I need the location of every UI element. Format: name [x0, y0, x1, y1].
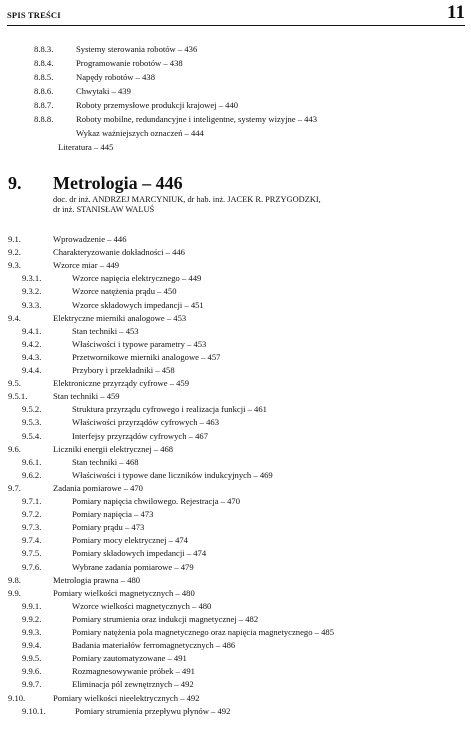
toc-entry-title: Przybory i przekładniki – 458	[72, 365, 175, 375]
toc-entry-number: 9.6.1.	[22, 457, 42, 467]
toc-entry-number: 9.9.6.	[22, 666, 42, 676]
running-header	[7, 4, 465, 26]
toc-entry-number: 9.4.	[8, 313, 21, 323]
toc-entry-title: Właściwości i typowe dane liczników indukcyjnych – 469	[72, 470, 273, 480]
toc-entry-title: Badania materiałów ferromagnetycznych – 486	[72, 640, 236, 650]
toc-entry-title: Przetwornikowe mierniki analogowe – 457	[72, 352, 221, 362]
toc-entry-title: Interfejsy przyrządów cyfrowych – 467	[72, 431, 209, 441]
toc-entry-title: Programowanie robotów – 438	[76, 58, 183, 68]
toc-entry-number: 9.6.	[8, 444, 21, 454]
toc-entry-title: Chwytaki – 439	[76, 86, 131, 96]
toc-entry-number: 8.8.6.	[34, 86, 54, 96]
chapter-number: 9.	[8, 173, 22, 193]
toc-entry-title: Struktura przyrządu cyfrowego i realizacja funkcji – 461	[72, 404, 267, 414]
toc-entry-title: Pomiary mocy elektrycznej – 474	[72, 535, 188, 545]
running-title: SPIS TREŚCI	[7, 10, 61, 20]
toc-entry-number: 9.10.	[8, 693, 26, 703]
toc-entry-title: Pomiary strumienia oraz indukcji magnetycznej – 482	[72, 614, 259, 624]
toc-entry-number: 9.8.	[8, 575, 21, 585]
toc-entry-number: 9.7.1.	[22, 496, 42, 506]
toc-entry-title: Pomiary wielkości nieelektrycznych – 492	[53, 693, 200, 703]
toc-entry-title: Liczniki energii elektrycznej – 468	[53, 444, 174, 454]
toc-entry-number: 9.7.2.	[22, 509, 42, 519]
toc-entry-title: Roboty mobilne, redundancyjne i inteligentne, systemy wizyjne – 443	[76, 114, 318, 124]
toc-entry-title: Metrologia prawna – 480	[53, 575, 141, 585]
toc-entry-title: Pomiary składowych impedancji – 474	[72, 548, 207, 558]
toc-entry-number: 9.9.5.	[22, 653, 42, 663]
toc-entry-title: Wzorce wielkości magnetycznych – 480	[72, 601, 212, 611]
toc-entry-number: 9.3.	[8, 260, 21, 270]
toc-entry-title: Eliminacja pól zewnętrznych – 492	[72, 679, 194, 689]
toc-entry-title: Wykaz ważniejszych oznaczeń – 444	[76, 128, 204, 138]
toc-entry-number: 9.9.2.	[22, 614, 42, 624]
toc-entry-title: Pomiary strumienia przepływu płynów – 492	[75, 706, 231, 716]
toc-entry-number: 9.5.	[8, 378, 21, 388]
chapter-authors-line-1: doc. dr inż. ANDRZEJ MARCYNIUK, dr hab. inż. JACEK R. PRZYGODZKI,	[53, 195, 321, 204]
toc-entry-title: Literatura – 445	[58, 142, 114, 152]
toc-entry-title: Charakteryzowanie dokładności – 446	[53, 247, 185, 257]
toc-entry-title: Stan techniki – 468	[72, 457, 139, 467]
toc-entry-number: 9.5.3.	[22, 417, 42, 427]
toc-entry-number: 9.4.4.	[22, 365, 42, 375]
page-number: 11	[447, 2, 465, 23]
chapter-title: Metrologia – 446	[53, 173, 183, 193]
toc-entry-title: Wprowadzenie – 446	[53, 234, 127, 244]
toc-entry-number: 8.8.3.	[34, 44, 54, 54]
toc-entry-title: Właściwości przyrządów cyfrowych – 463	[72, 417, 219, 427]
toc-entry-number: 9.1.	[8, 234, 21, 244]
toc-entry-number: 9.9.1.	[22, 601, 42, 611]
toc-entry-number: 9.5.4.	[22, 431, 42, 441]
toc-entry-title: Pomiary natężenia pola magnetycznego oraz napięcia magnetycznego – 485	[72, 627, 334, 637]
toc-entry-title: Wybrane zadania pomiarowe – 479	[72, 562, 194, 572]
toc-entry-number: 9.7.4.	[22, 535, 42, 545]
toc-entry-number: 9.9.	[8, 588, 21, 598]
toc-entry-title: Właściwości i typowe parametry – 453	[72, 339, 207, 349]
chapter-authors-line-2: dr inż. STANISŁAW WALUŚ	[53, 205, 155, 214]
toc-entry-number: 9.7.5.	[22, 548, 42, 558]
toc-entry-number: 9.9.7.	[22, 679, 42, 689]
toc-entry-title: Wzorce natężenia prądu – 450	[72, 286, 177, 296]
toc-entry-title: Pomiary napięcia – 473	[72, 509, 154, 519]
toc-entry-number: 9.4.1.	[22, 326, 42, 336]
toc-entry-title: Rozmagnesowywanie próbek – 491	[72, 666, 195, 676]
toc-entry-number: 9.10.1.	[22, 706, 46, 716]
toc-entry-title: Systemy sterowania robotów – 436	[76, 44, 198, 54]
toc-entry-number: 9.3.1.	[22, 273, 42, 283]
toc-entry-number: 8.8.7.	[34, 100, 54, 110]
toc-entry-title: Elektroniczne przyrządy cyfrowe – 459	[53, 378, 190, 388]
toc-entry-number: 9.9.3.	[22, 627, 42, 637]
toc-entry-number: 9.7.	[8, 483, 21, 493]
toc-entry-number: 9.4.2.	[22, 339, 42, 349]
toc-entry-number: 9.7.6.	[22, 562, 42, 572]
toc-entry-number: 9.2.	[8, 247, 21, 257]
toc-entry-title: Wzorce napięcia elektrycznego – 449	[72, 273, 202, 283]
toc-entry-title: Elektryczne mierniki analogowe – 453	[53, 313, 187, 323]
toc-entry-number: 9.3.3.	[22, 300, 42, 310]
toc-entry-title: Pomiary napięcia chwilowego. Rejestracja – 470	[72, 496, 241, 506]
toc-entry-title: Wzorce składowych impedancji – 451	[72, 300, 204, 310]
toc-entry-title: Pomiary wielkości magnetycznych – 480	[53, 588, 195, 598]
toc-entry-title: Pomiary zautomatyzowane – 491	[72, 653, 187, 663]
toc-entry-title: Roboty przemysłowe produkcji krajowej – 440	[76, 100, 239, 110]
toc-entry-number: 8.8.5.	[34, 72, 54, 82]
toc-entry-number: 9.5.2.	[22, 404, 42, 414]
toc-entry-title: Napędy robotów – 438	[76, 72, 156, 82]
toc-entry-number: 9.3.2.	[22, 286, 42, 296]
toc-entry-number: 9.7.3.	[22, 522, 42, 532]
toc-entry-number: 9.6.2.	[22, 470, 42, 480]
toc-entry-number: 9.4.3.	[22, 352, 42, 362]
toc-entry-title: Stan techniki – 459	[53, 391, 120, 401]
toc-entry-number: 9.5.1.	[8, 391, 28, 401]
toc-entry-title: Wzorce miar – 449	[53, 260, 120, 270]
toc-entry-number: 9.9.4.	[22, 640, 42, 650]
toc-entry-title: Zadania pomiarowe – 470	[53, 483, 143, 493]
toc-entry-title: Pomiary prądu – 473	[72, 522, 145, 532]
toc-entry-number: 8.8.8.	[34, 114, 54, 124]
toc-entry-title: Stan techniki – 453	[72, 326, 139, 336]
toc-entry-number: 8.8.4.	[34, 58, 54, 68]
